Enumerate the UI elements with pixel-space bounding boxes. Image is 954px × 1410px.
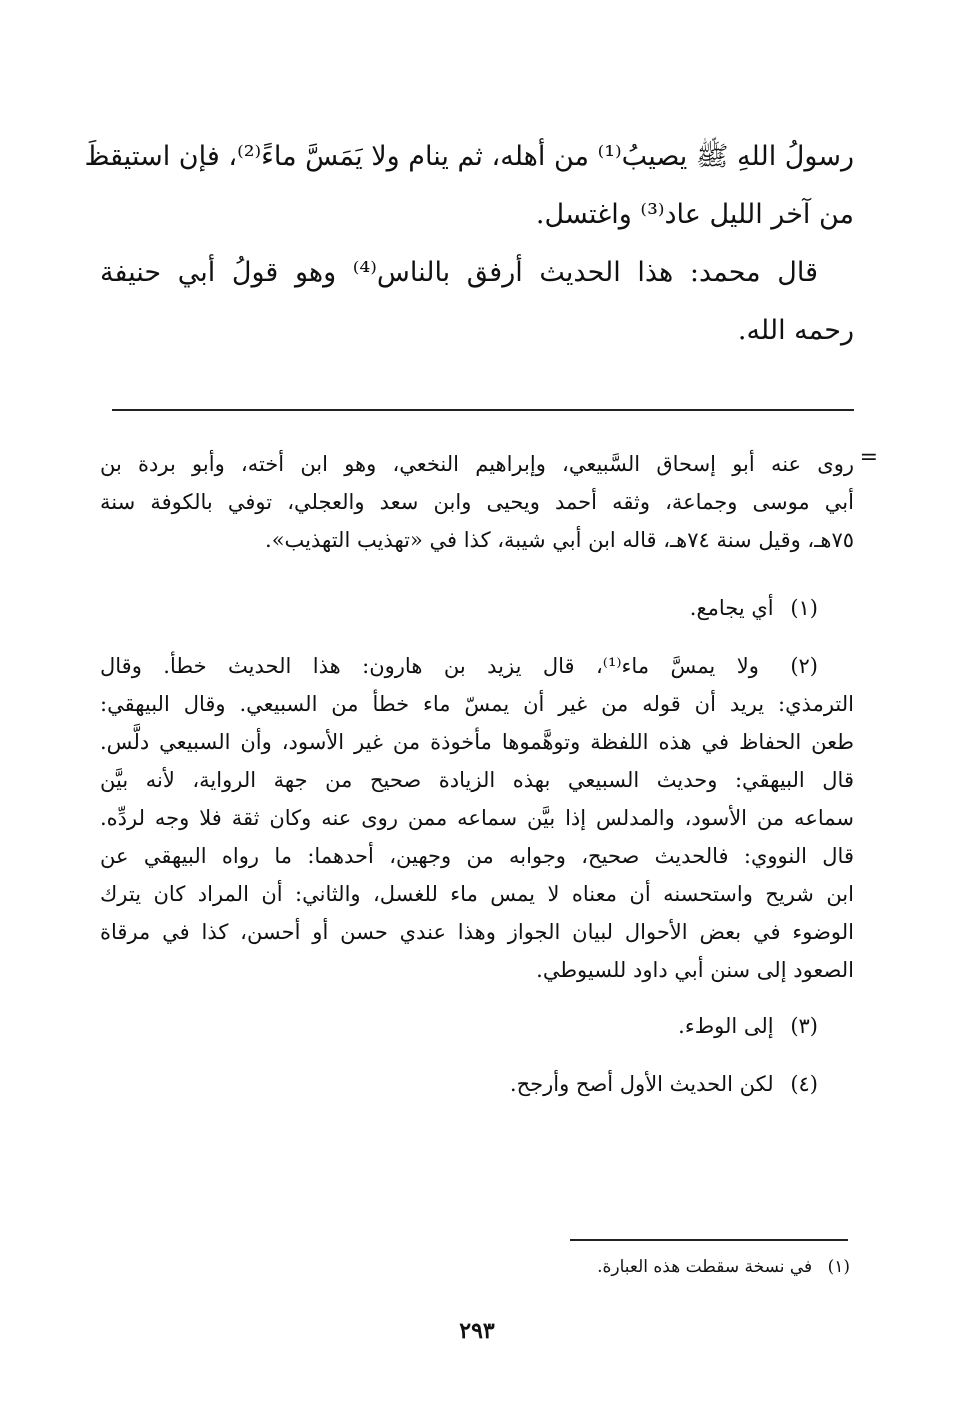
note-line: روى عنه أبو إسحاق السَّبيعي، وإبراهيم النخعي، وهو ابن أخته، وأبو بردة بن [100,452,854,476]
note-2 [100,647,854,989]
footnote-number: (١) [827,1257,850,1277]
note-line: الصعود إلى سنن أبي داود للسيوطي. [536,958,854,982]
note-line: سماعه من الأسود، والمدلس إذا بيَّن سماعه ممن روى عنه وكان ثقة فلا وجه لردِّه. [100,806,854,830]
main-text-line: قال محمد: هذا الحديث أرفق بالناس⁽⁴⁾ وهو قولُ أبي حنيفة [100,257,818,288]
continued-note [100,445,878,559]
note-text: لكن الحديث الأول أصح وأرجح. [509,1072,774,1096]
continuation-mark: = [859,445,878,470]
note-line: الوضوء في بعض الأحوال لبيان الجواز وهذا عندي حسن أو أحسن، كذا في مرقاة [100,920,854,944]
note-text: أي يجامع. [689,596,774,620]
main-text-line: رحمه الله. [737,315,854,346]
note-text: ولا يمسَّ ماء⁽¹⁾، قال يزيد بن هارون: هذا الحديث خطأ. وقال [100,654,759,678]
footnote-text: في نسخة سقطت هذه العبارة. [597,1257,813,1277]
note-line: أبي موسى وجماعة، وثقه أحمد ويحيى وابن سعد والعجلي، توفي بالكوفة سنة [100,490,854,514]
note-line: طعن الحفاظ في هذه اللفظة وتوهَّموها مأخوذة من غير الأسود، وأن السبيعي دلَّس. [100,730,854,754]
note-number: (٣) [790,1014,818,1038]
notes-divider [112,409,854,411]
note-1 [100,589,854,627]
main-text [84,128,854,360]
main-text-line: من آخر الليل عاد⁽³⁾ واغتسل. [535,199,854,230]
footnote [560,1252,850,1282]
note-line: الترمذي: يريد أن قوله من غير أن يمسّ ماء خطأ من السبيعي. وقال البيهقي: [100,692,854,716]
note-text: إلى الوطء. [678,1014,774,1038]
note-line: ابن شريح واستحسنه أن معناه لا يمس ماء للغسل، والثاني: أن المراد كان يترك [100,882,854,906]
note-number: (٢) [790,654,818,678]
main-text-line: رسولُ اللهِ ﷺ يصيبُ⁽¹⁾ من أهله، ثم ينام ولا يَمَسَّ ماءً⁽²⁾، فإن استيقظَ [84,141,854,172]
page-number: ٢٩٣ [459,1318,495,1344]
note-line: ٧٥هـ، وقيل سنة ٧٤هـ، قاله ابن أبي شيبة، كذا في «تهذيب التهذيب». [265,528,854,552]
note-4 [100,1065,854,1103]
note-number: (٤) [790,1072,818,1096]
note-line: قال النووي: فالحديث صحيح، وجوابه من وجهين، أحدهما: ما رواه البيهقي عن [100,844,854,868]
footnote-divider [570,1239,848,1241]
note-3 [100,1007,854,1045]
notes-section [100,445,878,1123]
note-number: (١) [790,596,818,620]
note-line: قال البيهقي: وحديث السبيعي بهذه الزيادة صحيح من جهة الرواية، لأنه بيَّن [100,768,854,792]
